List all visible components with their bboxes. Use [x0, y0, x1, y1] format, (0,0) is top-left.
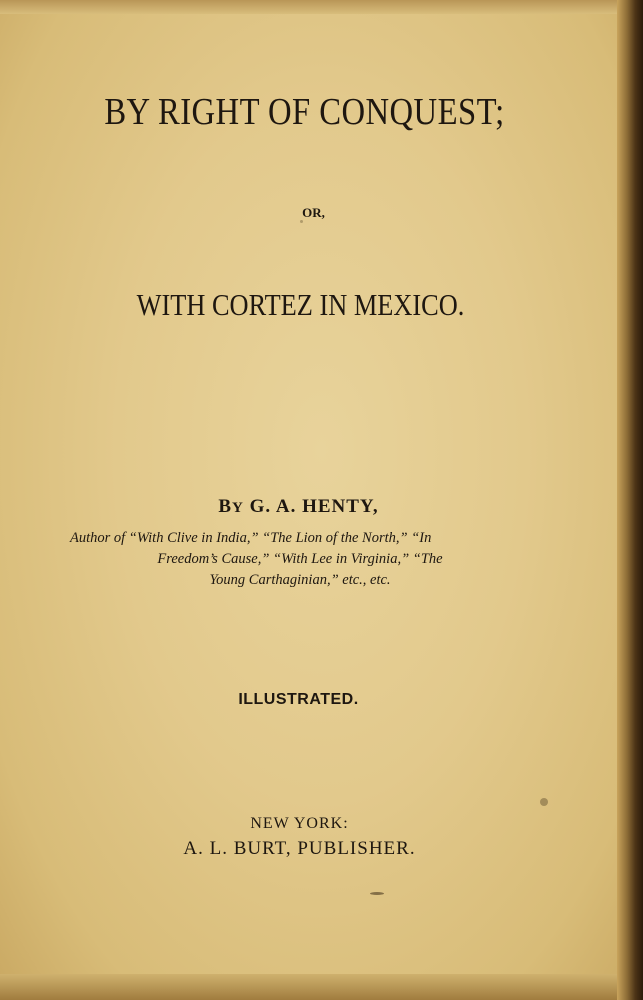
byline-prefix-b: B — [218, 496, 233, 517]
book-subtitle: WITH CORTEZ IN MEXICO. — [136, 287, 465, 322]
page-spine — [617, 0, 643, 1000]
title-connector: OR, — [302, 205, 325, 220]
author-name: G. A. HENTY, — [249, 496, 379, 517]
paper-fleck — [370, 892, 384, 895]
paper-fleck — [300, 220, 303, 223]
imprint-city: NEW YORK: — [250, 815, 349, 832]
bottom-edge — [0, 974, 617, 1000]
imprint-publisher: A. L. BURT, PUBLISHER. — [183, 838, 416, 859]
other-works-line-2: Freedom’s Cause,” “With Lee in Virginia,” “The — [157, 551, 443, 567]
book-title: BY RIGHT OF CONQUEST; — [104, 91, 505, 133]
author-other-works — [70, 528, 530, 591]
other-works-line-1: Author of “With Clive in India,” “The Lion of the North,” “In — [70, 530, 432, 546]
other-works-line-3: Young Carthaginian,” etc., etc. — [209, 572, 391, 588]
paper-fleck — [540, 798, 548, 806]
byline-prefix-y: Y — [232, 500, 244, 516]
illustrated-note: ILLUSTRATED. — [238, 691, 359, 708]
author-byline — [0, 496, 607, 518]
top-edge — [0, 0, 617, 14]
